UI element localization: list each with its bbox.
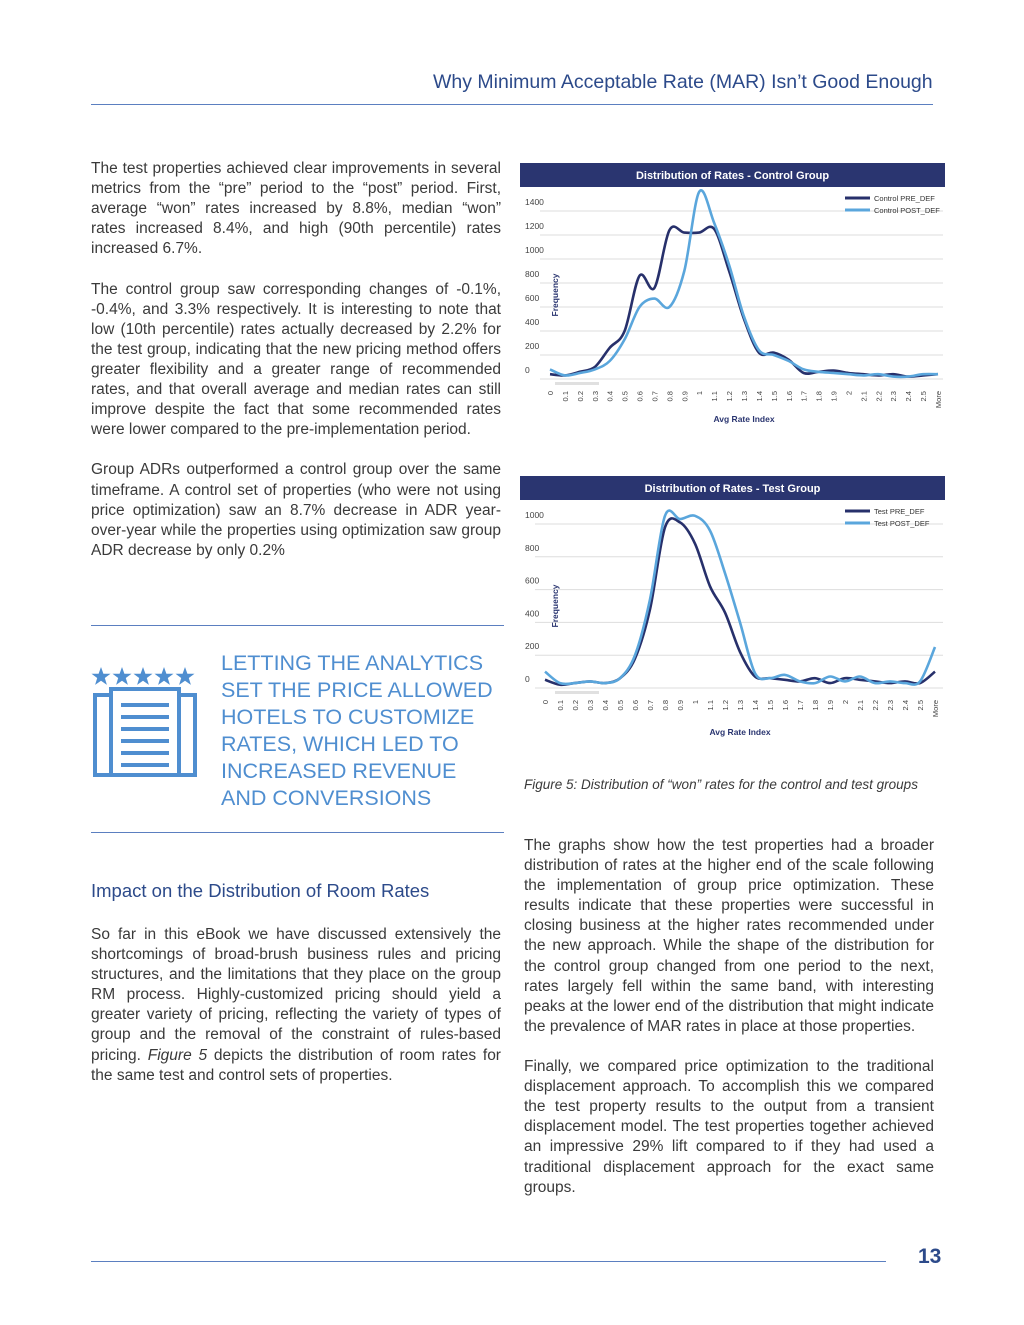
callout-quote [221, 650, 511, 812]
star-icon [134, 667, 153, 685]
x-tick-label: 0.6 [635, 391, 645, 402]
section-paragraph [91, 925, 501, 1106]
paragraph: The test properties achieved clear improvements in several metrics from the “pre” period to the “post” period. First, average “won” rates increased by 8.8%, median “won” rates increased 8.4%, and high (90th percentile) rates increased 6.7%. [91, 160, 501, 258]
legend-label: Control PRE_DEF [874, 194, 935, 203]
x-axis-label: Avg Rate Index [713, 414, 775, 424]
x-tick-label: 2.1 [859, 391, 869, 402]
x-tick-label: 2.3 [889, 391, 899, 402]
x-tick-label: 0.8 [661, 700, 670, 711]
y-tick-label: 600 [525, 575, 540, 586]
legend-label: Test PRE_DEF [874, 507, 925, 516]
x-tick-label: 2 [841, 700, 850, 705]
chart-title: Distribution of Rates - Control Group [635, 170, 830, 182]
x-tick-label: 1.9 [829, 391, 839, 402]
test-group-chart [520, 476, 950, 738]
y-axis-label: Frequency [550, 273, 560, 317]
section-text: depicts the distribution of room rates for the same test and control sets of properties. [91, 1046, 501, 1084]
x-tick-label: 2.5 [919, 391, 929, 402]
y-tick-label: 800 [525, 269, 540, 279]
legend-label: Control POST_DEF [874, 206, 940, 215]
x-tick-label: More [934, 391, 943, 409]
x-tick-label: 1.5 [766, 700, 775, 711]
callout-line: RATES, WHICH LED TO [221, 732, 459, 756]
x-tick-label: 0.1 [556, 700, 565, 711]
x-tick-label: 0.4 [605, 391, 615, 402]
x-tick-label: 2 [844, 391, 854, 396]
callout-line: HOTELS TO CUSTOMIZE [221, 705, 475, 729]
callout-top-rule [91, 625, 504, 626]
chart-title: Distribution of Rates - Test Group [644, 483, 821, 495]
x-tick-label: 0 [546, 391, 555, 396]
x-tick-label: 0.6 [631, 700, 640, 711]
y-tick-label: 1200 [525, 221, 544, 231]
paragraph: Finally, we compared price optimization to the traditional displacement approach. To accomplish this we compared the test property results to the output from a transient displacement model. The test properties together achieved an impressive 29% lift compared to if they had used a traditional displacement approach for the exact same groups. [524, 1058, 934, 1196]
x-tick-label: 0.7 [646, 700, 655, 711]
callout-line: LETTING THE ANALYTICS [221, 651, 484, 675]
control-group-chart [520, 163, 950, 425]
x-tick-label: 1.1 [706, 700, 715, 711]
x-tick-label: 0.2 [571, 700, 580, 711]
x-tick-label: 2.4 [901, 700, 910, 711]
header-rule [91, 104, 933, 105]
legend-label: Test POST_DEF [874, 519, 930, 528]
x-tick-label: 1.7 [799, 391, 809, 402]
series-line [550, 227, 938, 377]
y-tick-label: 200 [525, 641, 540, 652]
x-tick-label: More [931, 700, 940, 718]
star-icon [176, 667, 195, 685]
star-icon [155, 667, 174, 685]
right-column-text [524, 836, 934, 1218]
section-heading: Impact on the Distribution of Room Rates [91, 880, 430, 901]
x-tick-label: 1.1 [710, 391, 720, 402]
x-tick-label: 2.3 [886, 700, 895, 711]
x-tick-label: 0.3 [586, 700, 595, 711]
x-tick-label: 0.1 [560, 391, 570, 402]
section-text: So far in this eBook we have discussed extensively the shortcomings of broad-brush business rules and pricing structures, and the limitations that they place on the group RM process. Highly-customized pricing should yield a greater variety of pricing, reflecting the variety of types of group and the removal of the constraint of rules-based pricing. [91, 926, 501, 1064]
star-icon [113, 667, 132, 685]
y-tick-label: 0 [525, 674, 530, 684]
x-tick-label: 0.5 [616, 700, 625, 711]
figure-caption: Figure 5: Distribution of “won” rates for the control and test groups [524, 777, 918, 792]
paragraph: Group ADRs outperformed a control group over the same timeframe. A control set of properties (who were not using price optimization) saw an 8.7% decrease in ADR year-over-year while the properties using optimization saw group ADR decrease by only 0.2% [91, 461, 501, 559]
series-line [545, 518, 935, 684]
star-icon [92, 667, 111, 685]
figure-reference: Figure 5 [147, 1046, 208, 1064]
y-tick-label: 1000 [525, 510, 544, 520]
x-tick-label: 0.5 [620, 391, 630, 402]
callout-line: SET THE PRICE ALLOWED [221, 678, 493, 702]
x-tick-label: 1.3 [736, 700, 745, 711]
x-tick-label: 1.8 [814, 391, 824, 402]
x-tick-label: 0.8 [665, 391, 675, 402]
x-tick-label: 1.4 [751, 700, 760, 711]
y-tick-label: 600 [525, 293, 540, 303]
y-tick-label: 1400 [525, 197, 544, 207]
x-tick-label: 1.3 [740, 391, 749, 402]
callout-bottom-rule [91, 832, 504, 833]
footer-rule [91, 1261, 886, 1262]
x-tick-label: 2.2 [874, 391, 884, 402]
x-tick-label: 0 [541, 700, 550, 705]
x-tick-label: 1 [691, 700, 700, 705]
x-tick-label: 1.7 [796, 700, 805, 711]
x-tick-label: 1.5 [769, 391, 779, 402]
x-tick-label: 2.4 [904, 391, 914, 402]
hotel-rating-icon [91, 667, 203, 779]
y-tick-label: 400 [525, 608, 540, 619]
x-tick-label: 0.4 [601, 700, 610, 711]
paragraph: The control group saw corresponding changes of -0.1%, -0.4%, and 3.3% respectively. It is interesting to note that low (10th percentile) rates actually decreased by 2.2% for the test group, indicating that the new pricing method offers greater flexibility and a greater range of recommended rates, and that overall average and median rates can still improve despite the fact that some recommended rates were lower compared to the pre-implementation period. [91, 280, 501, 439]
x-tick-label: 1.6 [784, 391, 794, 402]
y-tick-label: 800 [525, 542, 540, 553]
y-tick-label: 200 [525, 341, 540, 351]
x-tick-label: 0.2 [575, 391, 585, 402]
y-tick-label: 0 [525, 365, 530, 375]
y-tick-label: 1000 [525, 245, 544, 255]
x-tick-label: 1.6 [781, 700, 790, 711]
paragraph: The graphs show how the test properties had a broader distribution of rates at the higher end of the scale following the implementation of group price optimization. These results indicate that these properties were successful in closing business at the higher rates recommended under the new approach. While the shape of the distribution for the control group changed from one period to the next, rates largely fell within the same band, with interesting peaks at the lower end of the distribution that might indicate the prevalence of MAR rates in place at those properties. [524, 837, 934, 1035]
x-tick-label: 0.9 [680, 391, 690, 402]
x-tick-label: 0.9 [676, 700, 685, 711]
x-tick-label: 2.5 [916, 700, 925, 711]
x-tick-label: 0.7 [650, 391, 660, 402]
x-tick-label: 0.3 [590, 391, 600, 402]
callout-line: INCREASED REVENUE [221, 759, 457, 783]
page-header-title: Why Minimum Acceptable Rate (MAR) Isn’t Good Enough [433, 71, 933, 93]
x-tick-label: 2.2 [871, 700, 880, 711]
x-tick-label: 1.2 [721, 700, 730, 711]
x-tick-label: 1 [695, 391, 705, 396]
y-tick-label: 400 [525, 317, 540, 327]
series-line [545, 511, 935, 685]
left-column-text [91, 159, 501, 581]
x-tick-label: 1.9 [826, 700, 835, 711]
y-axis-label: Frequency [550, 584, 560, 628]
page-number: 13 [918, 1245, 942, 1268]
callout-line: AND CONVERSIONS [221, 786, 432, 810]
x-tick-label: 2.1 [856, 700, 865, 711]
x-tick-label: 1.8 [811, 700, 820, 711]
x-tick-label: 1.2 [725, 391, 735, 402]
x-tick-label: 1.4 [754, 391, 764, 402]
x-axis-label: Avg Rate Index [709, 727, 771, 737]
